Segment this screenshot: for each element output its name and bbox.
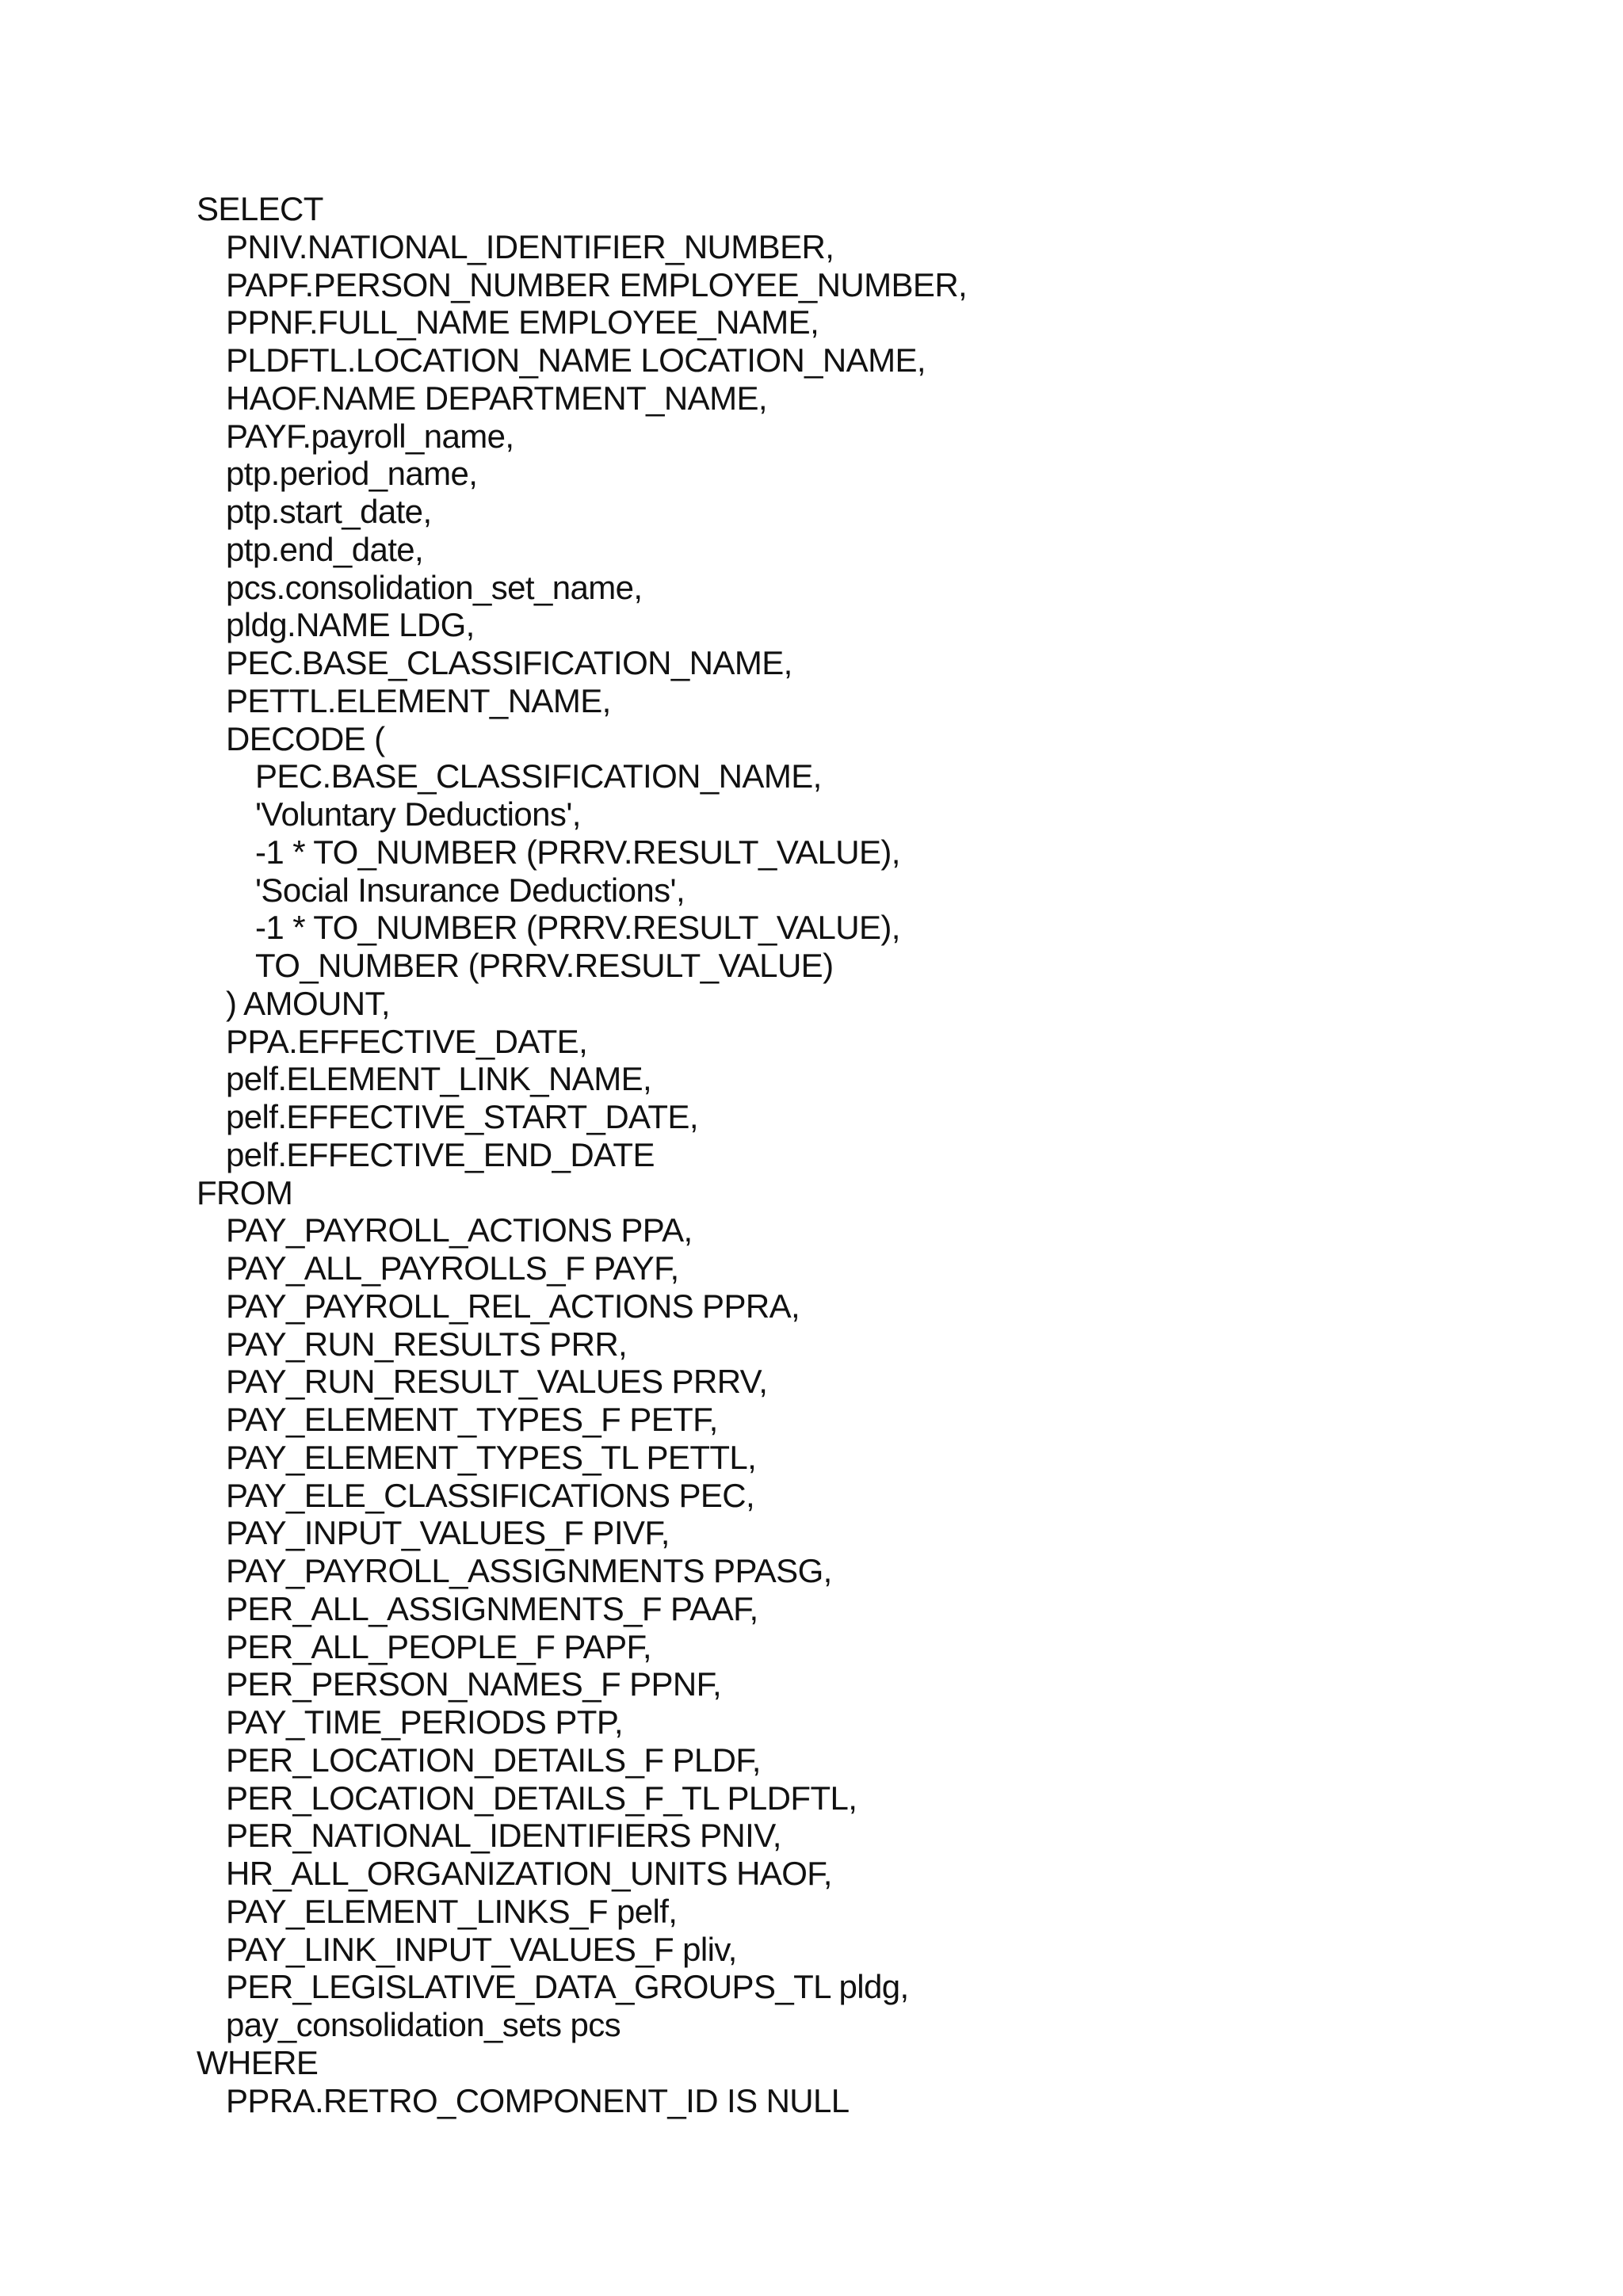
code-line: pay_consolidation_sets pcs	[226, 2006, 621, 2043]
code-line: HR_ALL_ORGANIZATION_UNITS HAOF,	[226, 1855, 832, 1892]
code-line: 'Social Insurance Deductions',	[255, 871, 685, 909]
code-line: -1 * TO_NUMBER (PRRV.RESULT_VALUE),	[255, 833, 900, 871]
code-line: PPNF.FULL_NAME EMPLOYEE_NAME,	[226, 303, 819, 341]
code-line: pelf.ELEMENT_LINK_NAME,	[226, 1060, 652, 1098]
code-line: FROM	[197, 1173, 293, 1211]
code-line: PAY_ELE_CLASSIFICATIONS PEC,	[226, 1476, 755, 1514]
sql-listing	[197, 190, 967, 2119]
code-line: PAY_PAYROLL_REL_ACTIONS PPRA,	[226, 1287, 800, 1325]
code-line: SELECT	[197, 190, 323, 227]
code-line: pcs.consolidation_set_name,	[226, 568, 643, 606]
code-line: PLDFTL.LOCATION_NAME LOCATION_NAME,	[226, 341, 926, 379]
code-line: PEC.BASE_CLASSIFICATION_NAME,	[255, 757, 822, 795]
code-line: PEC.BASE_CLASSIFICATION_NAME,	[226, 644, 792, 681]
code-line: PAY_PAYROLL_ASSIGNMENTS PPASG,	[226, 1552, 832, 1589]
code-line: ptp.start_date,	[226, 493, 432, 530]
code-line: PER_LOCATION_DETAILS_F PLDF,	[226, 1741, 761, 1779]
code-line: PAY_ELEMENT_TYPES_F PETF,	[226, 1401, 718, 1438]
code-line: ) AMOUNT,	[226, 984, 390, 1022]
code-line: ptp.period_name,	[226, 455, 478, 493]
code-line: PAYF.payroll_name,	[226, 417, 514, 455]
code-line: PER_LEGISLATIVE_DATA_GROUPS_TL pldg,	[226, 1968, 909, 2006]
code-line: HAOF.NAME DEPARTMENT_NAME,	[226, 379, 767, 417]
code-line: PETTL.ELEMENT_NAME,	[226, 681, 611, 719]
code-line: PAY_PAYROLL_ACTIONS PPA,	[226, 1211, 693, 1249]
code-line: PAY_LINK_INPUT_VALUES_F pliv,	[226, 1930, 737, 1968]
code-line: pelf.EFFECTIVE_START_DATE,	[226, 1098, 698, 1135]
code-line: ptp.end_date,	[226, 530, 424, 568]
code-line: PER_ALL_ASSIGNMENTS_F PAAF,	[226, 1589, 758, 1627]
code-line: PER_ALL_PEOPLE_F PAPF,	[226, 1627, 651, 1665]
code-line: PER_LOCATION_DETAILS_F_TL PLDFTL,	[226, 1779, 857, 1817]
code-line: PAY_RUN_RESULTS PRR,	[226, 1325, 628, 1363]
code-line: PAY_TIME_PERIODS PTP,	[226, 1703, 623, 1741]
code-line: pelf.EFFECTIVE_END_DATE	[226, 1135, 655, 1173]
code-line: WHERE	[197, 2043, 319, 2081]
code-line: -1 * TO_NUMBER (PRRV.RESULT_VALUE),	[255, 909, 900, 947]
code-line: PAY_ELEMENT_TYPES_TL PETTL,	[226, 1438, 757, 1476]
code-line: PAPF.PERSON_NUMBER EMPLOYEE_NUMBER,	[226, 265, 968, 303]
code-line: PPA.EFFECTIVE_DATE,	[226, 1022, 588, 1060]
code-line: PER_NATIONAL_IDENTIFIERS PNIV,	[226, 1817, 781, 1855]
code-line: 'Voluntary Deductions',	[255, 795, 581, 833]
code-line: PAY_ALL_PAYROLLS_F PAYF,	[226, 1249, 679, 1287]
code-line: TO_NUMBER (PRRV.RESULT_VALUE)	[255, 947, 834, 984]
code-line: PNIV.NATIONAL_IDENTIFIER_NUMBER,	[226, 227, 834, 265]
code-line: PAY_RUN_RESULT_VALUES PRRV,	[226, 1363, 768, 1401]
code-line: pldg.NAME LDG,	[226, 606, 475, 644]
code-line: PAY_ELEMENT_LINKS_F pelf,	[226, 1892, 678, 1930]
code-line: PER_PERSON_NAMES_F PPNF,	[226, 1665, 722, 1703]
code-line: PAY_INPUT_VALUES_F PIVF,	[226, 1514, 670, 1552]
code-line: PPRA.RETRO_COMPONENT_ID IS NULL	[226, 2081, 850, 2119]
code-line: DECODE (	[226, 719, 385, 757]
